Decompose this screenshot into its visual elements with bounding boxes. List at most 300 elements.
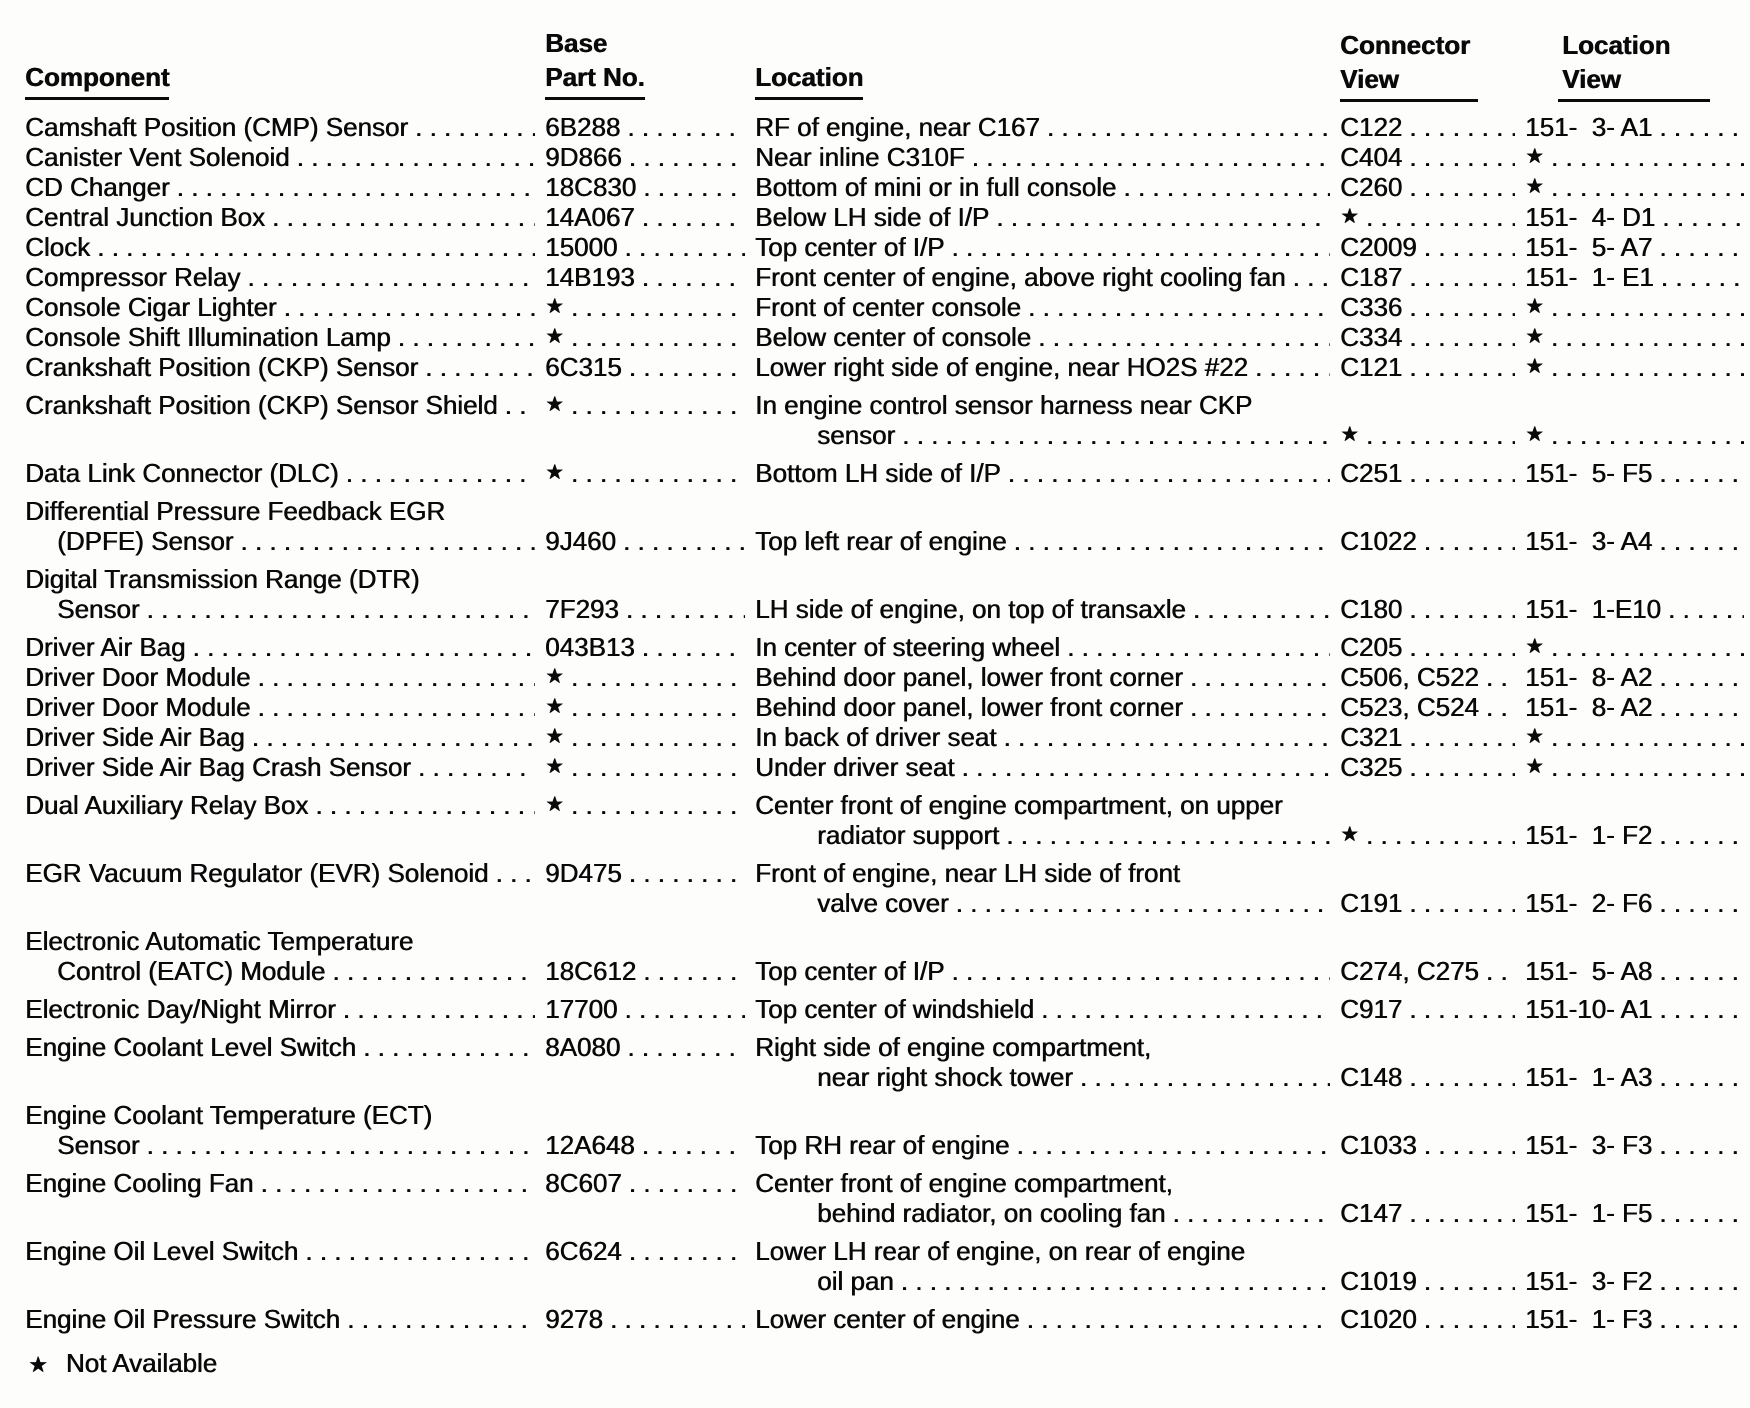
part-no-cell-text: ★ [545,295,564,318]
connector-view-underline [1340,99,1478,102]
part-no-cell-text: 8A080 [545,1032,621,1062]
connector-view-cell [1340,752,1525,782]
location-cell [755,790,1340,820]
table-row-line [25,594,1744,624]
location-view-cell [1525,420,1744,450]
component-cell [25,1062,545,1092]
connector-view-cell [1340,594,1525,624]
connector-view-cell-text: C205 [1340,632,1403,662]
table-row-line [25,232,1744,262]
location-cell-text: Front of engine, near LH side of front [755,858,1180,888]
footnote-text: Not Available [65,1348,218,1378]
dot-leader [956,888,1331,918]
location-cell [755,1236,1340,1266]
table-row [25,112,1744,142]
location-view-cell-text: 151- 2- F6 [1525,888,1653,918]
location-cell-text: Near inline C310F [755,142,965,172]
dot-leader [571,752,745,782]
dot-leader [643,956,745,986]
connector-view-cell [1340,662,1525,692]
dot-leader [260,1168,535,1198]
component-cell-text: Central Junction Box [25,202,265,232]
component-cell [25,1304,545,1334]
location-cell-text: Behind door panel, lower front corner [755,662,1183,692]
location-view-cell-text: ★ [1525,355,1544,378]
component-cell [25,390,545,420]
table-row-line [25,1198,1744,1228]
dot-leader [1551,172,1744,202]
location-cell-text: Top center of I/P [755,956,945,986]
location-view-cell [1525,888,1744,918]
component-cell [25,142,545,172]
table-row-line [25,352,1744,382]
dot-leader [1551,722,1744,752]
connector-view-cell [1340,202,1525,232]
dot-leader [415,112,535,142]
connector-view-cell [1340,232,1525,262]
table-row-line [25,526,1744,556]
connector-view-cell [1340,1266,1525,1296]
dot-leader [1486,692,1515,722]
dot-leader [1661,262,1744,292]
dot-leader [1409,172,1515,202]
component-cell [25,790,545,820]
connector-view-cell [1340,526,1525,556]
table-row-line [25,1100,1744,1130]
table-row [25,1304,1744,1334]
component-cell [25,262,545,292]
dot-leader [961,752,1330,782]
component-column-header: Component [25,62,169,100]
dot-leader [343,994,535,1024]
dot-leader [629,1168,745,1198]
component-cell-text: Control (EATC) Module [57,956,326,986]
table-row [25,496,1744,556]
component-cell [25,752,545,782]
dot-leader [642,202,745,232]
dot-leader [398,322,535,352]
part-no-cell [545,1198,755,1228]
location-cell-text: LH side of engine, on top of transaxle [755,594,1186,624]
component-cell-text: Console Cigar Lighter [25,292,277,322]
location-cell [755,352,1340,382]
location-view-cell-text: 151- 1- F2 [1525,820,1653,850]
location-view-cell-text: ★ [1525,175,1544,198]
connector-view-cell [1340,172,1525,202]
part-no-cell [545,1236,755,1266]
dot-leader [1668,594,1744,624]
connector-view-cell-text: C191 [1340,888,1403,918]
part-no-cell [545,632,755,662]
dot-leader [629,142,745,172]
dot-leader [1659,888,1744,918]
dot-leader [1659,994,1744,1024]
location-cell-text: Top left rear of engine [755,526,1007,556]
connector-view-cell [1340,1062,1525,1092]
connector-view-cell [1340,322,1525,352]
dot-leader [347,1304,535,1334]
part-no-cell [545,1168,755,1198]
location-view-cell-text: 151- 8- A2 [1525,662,1653,692]
dot-leader [1659,1198,1744,1228]
part-no-cell-text: ★ [545,793,564,816]
part-no-cell [545,292,755,322]
location-cell [755,526,1340,556]
location-view-cell-text: ★ [1525,295,1544,318]
table-row-line [25,790,1744,820]
location-view-cell-text: ★ [1525,755,1544,778]
location-cell-text: radiator support [817,820,1000,850]
location-view-cell [1525,820,1744,850]
part-no-cell-text: 8C607 [545,1168,622,1198]
part-no-cell-text: 6C315 [545,352,622,382]
table-row-line [25,142,1744,172]
table-row [25,790,1744,850]
connector-view-cell-text: C321 [1340,722,1403,752]
location-view-cell [1525,1266,1744,1296]
part-no-cell [545,112,755,142]
table-row-line [25,390,1744,420]
location-cell-text: Lower center of engine [755,1304,1020,1334]
dot-leader [1190,662,1330,692]
location-view-cell-text: 151- 5- F5 [1525,458,1653,488]
location-view-cell [1525,692,1744,722]
component-cell-text: Clock [25,232,91,262]
table-row-line [25,1032,1744,1062]
dot-leader [627,1032,745,1062]
table-row-line [25,172,1744,202]
part-no-cell [545,232,755,262]
table-row [25,752,1744,782]
part-no-cell-text: ★ [545,695,564,718]
location-view-cell [1525,632,1744,662]
component-cell [25,112,545,142]
table-row-line [25,926,1744,956]
connector-view-cell [1340,420,1525,450]
dot-leader [1424,232,1515,262]
table-row-line [25,858,1744,888]
part-no-cell-text: 14A067 [545,202,635,232]
location-cell-text: Bottom of mini or in full console [755,172,1117,202]
location-view-cell [1525,352,1744,382]
component-cell-text: Crankshaft Position (CKP) Sensor [25,352,419,382]
dot-leader [1409,262,1515,292]
connector-view-cell [1340,142,1525,172]
dot-leader [332,956,535,986]
component-cell-text: Compressor Relay [25,262,241,292]
location-view-underline [1558,99,1710,102]
table-row-line [25,888,1744,918]
dot-leader [1551,142,1744,172]
location-cell-text: Under driver seat [755,752,955,782]
component-cell [25,172,545,202]
component-cell [25,1032,545,1062]
location-view-cell-text: 151- 8- A2 [1525,692,1653,722]
dot-leader [1028,292,1330,322]
part-no-cell [545,1032,755,1062]
component-cell-text: Digital Transmission Range (DTR) [25,564,420,594]
part-no-cell [545,888,755,918]
table-row [25,172,1744,202]
dot-leader [1409,752,1515,782]
connector-view-cell-text: C1019 [1340,1266,1417,1296]
location-view-cell-text: 151- 1- F5 [1525,1198,1653,1228]
dot-leader [1003,722,1330,752]
dot-leader [972,142,1330,172]
component-cell-text: Console Shift Illumination Lamp [25,322,391,352]
component-cell [25,420,545,450]
location-cell-text: In engine control sensor harness near CKP [755,390,1253,420]
location-cell-text: In center of steering wheel [755,632,1060,662]
connector-view-cell [1340,820,1525,850]
component-cell-text: Electronic Automatic Temperature [25,926,414,956]
dot-leader [571,692,745,722]
location-view-cell [1525,262,1744,292]
dot-leader [257,662,535,692]
table-row-line [25,1266,1744,1296]
location-cell-text: Right side of engine compartment, [755,1032,1151,1062]
table-row-line [25,662,1744,692]
part-no-cell [545,994,755,1024]
location-cell [755,172,1340,202]
dot-leader [257,692,535,722]
component-cell [25,926,413,956]
dot-leader [272,202,535,232]
component-cell-text: Crankshaft Position (CKP) Sensor Shield [25,390,498,420]
connector-view-cell-text: C2009 [1340,232,1417,262]
location-view-cell-text: ★ [1525,325,1544,348]
part-no-cell-text: 9D475 [545,858,622,888]
location-view-header-line1: Location [1562,30,1671,60]
dot-leader [571,390,745,420]
dot-leader [1016,1130,1330,1160]
connector-view-cell-text: C506, C522 [1340,662,1479,692]
dot-leader [571,790,745,820]
dot-leader [1659,692,1744,722]
part-no-cell [545,322,755,352]
connector-view-cell [1340,292,1525,322]
dot-leader [177,172,535,202]
part-no-cell [545,1062,755,1092]
location-cell [755,956,1340,986]
dot-leader [192,632,535,662]
location-view-cell-text: 151- 3- A4 [1525,526,1653,556]
dot-leader [571,722,745,752]
table-row [25,1100,1744,1160]
dot-leader [1551,352,1744,382]
location-view-cell [1525,526,1744,556]
part-no-cell [545,1130,755,1160]
dot-leader [1659,820,1744,850]
location-view-cell [1525,594,1744,624]
connector-view-cell [1340,112,1525,142]
location-cell [755,1130,1340,1160]
connector-view-cell-text: C334 [1340,322,1403,352]
component-cell-text: Engine Coolant Temperature (ECT) [25,1100,433,1130]
part-no-cell [545,956,755,986]
dot-leader [425,352,535,382]
table-row [25,142,1744,172]
dot-leader [505,390,535,420]
location-cell-text: Below LH side of I/P [755,202,990,232]
table-row-line [25,1304,1744,1334]
location-cell-text: sensor [817,420,896,450]
dot-leader [1551,420,1744,450]
table-row [25,458,1744,488]
location-cell-text: Behind door panel, lower front corner [755,692,1183,722]
dot-leader [297,142,535,172]
location-cell [755,292,1340,322]
part-no-cell [545,1304,755,1334]
location-cell-text: Top center of windshield [755,994,1034,1024]
connector-view-cell-text: C260 [1340,172,1403,202]
table-row [25,292,1744,322]
table-row [25,722,1744,752]
dot-leader [1409,1062,1515,1092]
location-cell [755,390,1340,420]
dot-leader [1409,112,1515,142]
location-view-cell [1525,994,1744,1024]
dot-leader [1409,142,1515,172]
location-cell [755,888,1340,918]
part-no-cell-text: 043B13 [545,632,635,662]
dot-leader [902,420,1330,450]
component-cell [25,458,545,488]
location-view-cell [1525,752,1744,782]
dot-leader [247,262,535,292]
component-cell-text: Driver Door Module [25,662,251,692]
dot-leader [624,232,745,262]
dot-leader [1659,232,1744,262]
dot-leader [1409,322,1515,352]
table-row-line [25,1062,1744,1092]
part-no-cell-text: 6C624 [545,1236,622,1266]
location-cell [755,458,1340,488]
table-row-line [25,262,1744,292]
connector-view-cell [1340,722,1525,752]
dot-leader [1551,752,1744,782]
table-row [25,202,1744,232]
location-cell [755,632,1340,662]
component-cell [25,322,545,352]
dot-leader [1551,632,1744,662]
dot-leader [643,172,745,202]
dot-leader [495,858,535,888]
component-cell-text: Engine Coolant Level Switch [25,1032,356,1062]
table-row-line [25,632,1744,662]
dot-leader [629,858,745,888]
location-view-cell [1525,172,1744,202]
part-no-cell [545,526,755,556]
connector-view-cell [1340,352,1525,382]
dot-leader [1424,1130,1515,1160]
part-no-cell-text: 9J460 [545,526,616,556]
component-cell [25,632,545,662]
location-cell [755,752,1340,782]
component-cell [25,1236,545,1266]
component-cell-text: Electronic Day/Night Mirror [25,994,336,1024]
table-row-line [25,692,1744,722]
dot-leader [1123,172,1330,202]
location-cell-text: Below center of console [755,322,1032,352]
location-view-cell-text: ★ [1525,145,1544,168]
dot-leader [1366,202,1515,232]
base-column-header-line1: Base [545,28,608,58]
dot-leader [1080,1062,1330,1092]
connector-view-cell-text: C180 [1340,594,1403,624]
table-row-line [25,1236,1744,1266]
connector-view-cell [1340,632,1525,662]
location-view-cell [1525,1304,1744,1334]
part-no-cell [545,752,755,782]
table-row-line [25,994,1744,1024]
location-cell [755,594,1340,624]
dot-leader [1659,112,1744,142]
dot-leader [1409,458,1515,488]
component-cell [25,1100,432,1130]
part-no-cell-text: 12A648 [545,1130,635,1160]
location-cell-text: In back of driver seat [755,722,997,752]
location-cell-text: valve cover [817,888,949,918]
connector-view-cell-text: ★ [1340,423,1359,446]
component-cell [25,888,545,918]
star-icon: ★ [28,1352,48,1377]
component-cell [25,956,545,986]
location-view-cell [1525,1198,1744,1228]
component-cell-text: Driver Side Air Bag [25,722,245,752]
location-cell-text: Front center of engine, above right cooling fan [755,262,1286,292]
dot-leader [305,1236,535,1266]
component-cell [25,1266,545,1296]
connector-view-cell-text: C187 [1340,262,1403,292]
dot-leader [1409,632,1515,662]
dot-leader [1014,526,1331,556]
location-cell-text: Top RH rear of engine [755,1130,1010,1160]
dot-leader [1409,594,1515,624]
table-row [25,352,1744,382]
location-cell [755,1198,1340,1228]
part-no-cell [545,820,755,850]
table-row [25,322,1744,352]
table-row-line [25,202,1744,232]
dot-leader [1409,1198,1515,1228]
table-row-line [25,1168,1744,1198]
dot-leader [146,594,535,624]
component-cell-text: Driver Air Bag [25,632,186,662]
location-view-cell [1525,1062,1744,1092]
connector-view-cell-text: C1020 [1340,1304,1417,1334]
component-cell-text: Engine Oil Level Switch [25,1236,299,1266]
location-cell [755,1266,1340,1296]
component-cell [25,526,545,556]
dot-leader [996,202,1330,232]
connector-view-cell [1340,1130,1525,1160]
connector-view-cell [1340,458,1525,488]
dot-leader [951,232,1330,262]
location-cell-text: oil pan [817,1266,894,1296]
dot-leader [624,994,745,1024]
part-no-cell [545,262,755,292]
location-view-header-line2: View [1562,64,1621,94]
connector-view-cell-text: ★ [1340,823,1359,846]
location-cell-text: Bottom LH side of I/P [755,458,1001,488]
dot-leader [363,1032,535,1062]
component-cell-text: Driver Door Module [25,692,251,722]
dot-leader [1038,322,1330,352]
part-no-cell [545,594,755,624]
location-view-cell [1525,112,1744,142]
location-view-cell-text: ★ [1525,423,1544,446]
